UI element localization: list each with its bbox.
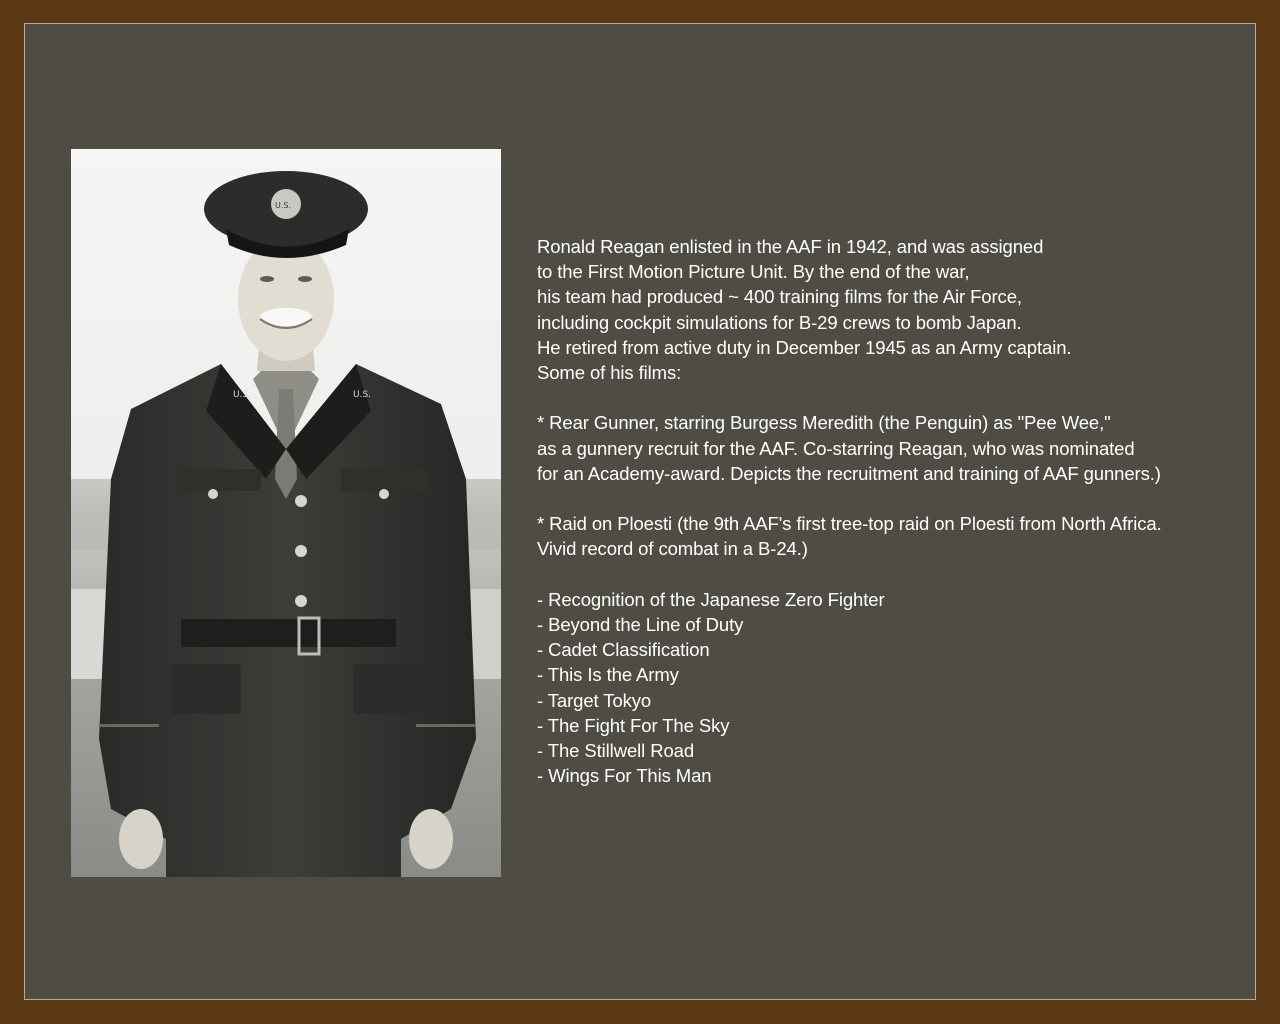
film-list-item: - The Fight For The Sky [537,714,730,736]
intro-paragraph [537,234,1237,385]
film-list-item: - Cadet Classification [537,639,710,661]
featured-film-raid-on-ploesti [537,511,1237,561]
featured-film-rear-gunner [537,410,1237,486]
film-list-item: - Beyond the Line of Duty [537,614,744,635]
intro-line: to the First Motion Picture Unit. By the end of the war, [537,261,970,283]
featured-line: * Rear Gunner, starring Burgess Meredith (the Penguin) as "Pee Wee," [537,412,1111,434]
film-list-item: - Target Tokyo [537,689,652,711]
featured-line: as a gunnery recruit for the AAF. Co-starring Reagan, who was nominated [537,437,1135,459]
article-text [537,234,1237,788]
collar-insignia-left: U.S. [233,390,252,400]
intro-line: including cockpit simulations for B-29 crews to bomb Japan. [537,311,1022,333]
featured-line: for an Academy-award. Depicts the recruitment and training of AAF gunners.) [537,462,1161,484]
portrait-photo [71,149,501,877]
cap-insignia: U.S. [275,201,292,210]
collar-insignia-right: U.S. [353,390,372,400]
intro-line: Ronald Reagan enlisted in the AAF in 1942, and was assigned [537,236,1044,257]
film-list-item: - The Stillwell Road [537,740,695,762]
film-list [537,587,1237,789]
featured-line: Vivid record of combat in a B-24.) [537,538,808,560]
spacer [537,562,1237,587]
intro-line: his team had produced ~ 400 training films for the Air Force, [537,286,1022,308]
film-list-item: - This Is the Army [537,664,679,686]
film-list-item: - Wings For This Man [537,765,712,787]
content-panel [24,23,1256,1000]
portrait-illustration [71,149,501,877]
spacer [537,385,1237,410]
film-list-item: - Recognition of the Japanese Zero Fighter [537,588,885,610]
spacer [537,486,1237,511]
featured-line: * Raid on Ploesti (the 9th AAF's first tree-top raid on Ploesti from North Africa. [537,513,1162,535]
intro-line: Some of his films: [537,362,682,384]
intro-line: He retired from active duty in December 1945 as an Army captain. [537,336,1072,358]
